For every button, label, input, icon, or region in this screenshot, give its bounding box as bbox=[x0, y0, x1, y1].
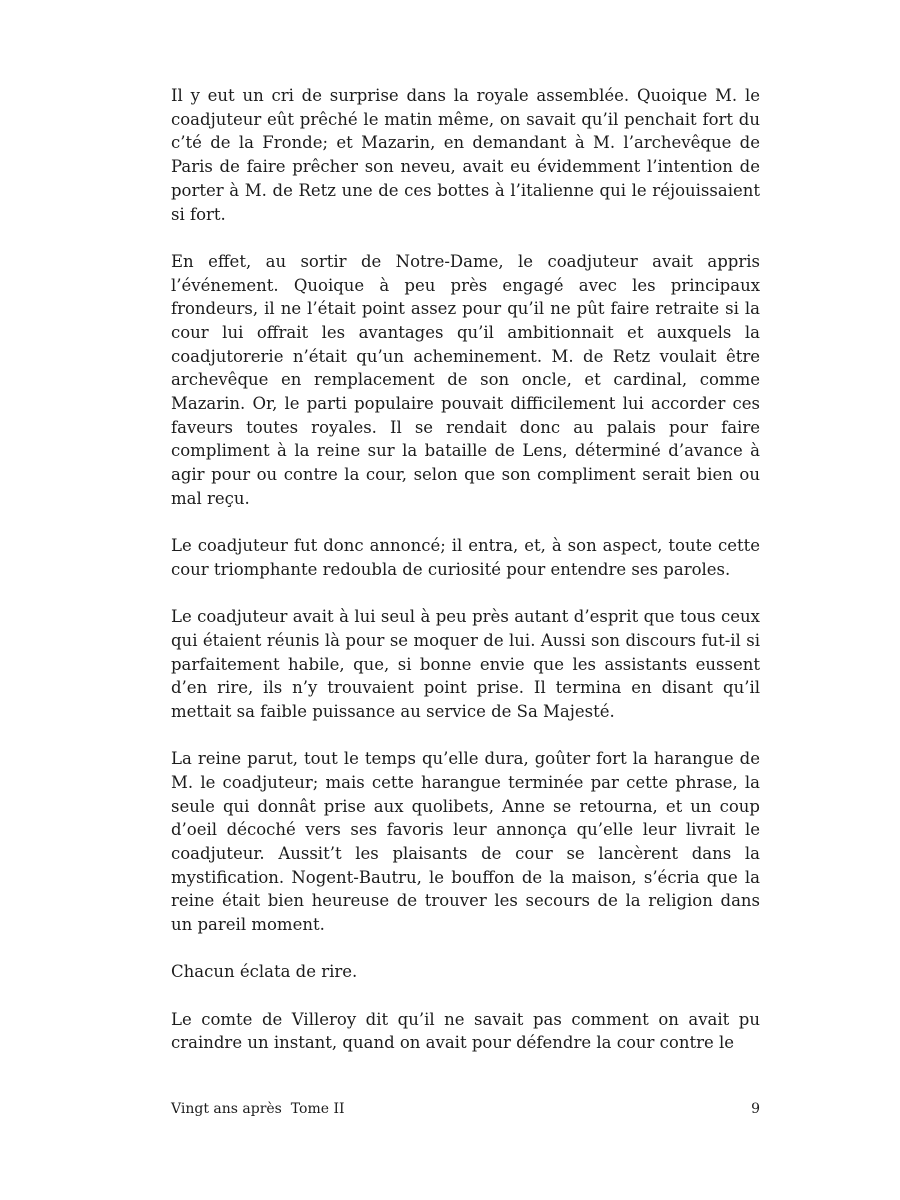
body-text bbox=[171, 84, 760, 1079]
paragraph-3: Le coadjuteur fut donc annoncé; il entra, et, à son aspect, toute cette cour triomphante redoubla de curiosité pour entendre ses paroles. bbox=[171, 536, 760, 579]
footer-book-title: Vingt ans après Tome II bbox=[171, 1101, 345, 1117]
paragraph-7: Le comte de Villeroy dit qu’il ne savait pas comment on avait pu craindre un instant, quand on avait pour défendre la cour contre le bbox=[171, 1009, 760, 1053]
paragraph-1: Il y eut un cri de surprise dans la royale assemblée. Quoique M. le coadjuteur eût prêché le matin même, on savait qu’il penchait fort du c’té de la Fronde; et Mazarin, en demandant à M. l’archevêque de Paris de faire prêcher son neveu, avait eu évidemment l’intention de porter à M. de Retz une de ces bottes à l’italienne qui le réjouissaient si fort. bbox=[171, 86, 760, 224]
page-number: 9 bbox=[751, 1101, 760, 1117]
paragraph-6: Chacun éclata de rire. bbox=[171, 962, 358, 982]
paragraph-2: En effet, au sortir de Notre-Dame, le coadjuteur avait appris l’événement. Quoique à peu près engagé avec les principaux frondeurs, il ne l’était point assez pour qu’il ne pût faire retraite si la cour lui offrait les avantages qu’il ambitionnait et auxquels la coadjutorerie n’était qu’un acheminement. M. de Retz voulait être archevêque en remplacement de son oncle, et cardinal, comme Mazarin. Or, le parti populaire pouvait difficilement lui accorder ces faveurs toutes royales. Il se rendait donc au palais pour faire compliment à la reine sur la bataille de Lens, déterminé d’avance à agir pour ou contre la cour, selon que son compliment serait bien ou mal reçu. bbox=[171, 251, 760, 508]
page-footer bbox=[171, 1101, 760, 1117]
paragraph-5: La reine parut, tout le temps qu’elle dura, goûter fort la harangue de M. le coadjuteur; mais cette harangue terminée par cette phrase, la seule qui donnât prise aux quolibets, Anne se retourna, et un coup d’oeil décoché vers ses favoris leur annonça qu’elle leur livrait le coadjuteur. Aussit’t les plaisants de cour se lancèrent dans la mystification. Nogent-Bautru, le bouffon de la maison, s’écria que la reine était bien heureuse de trouver les secours de la religion dans un pareil moment. bbox=[171, 749, 760, 935]
paragraph-4: Le coadjuteur avait à lui seul à peu près autant d’esprit que tous ceux qui étaient réunis là pour se moquer de lui. Aussi son discours fut-il si parfaitement habile, que, si bonne envie que les assistants eussent d’en rire, ils n’y trouvaient point prise. Il termina en disant qu’il mettait sa faible puissance au service de Sa Majesté. bbox=[171, 607, 760, 721]
